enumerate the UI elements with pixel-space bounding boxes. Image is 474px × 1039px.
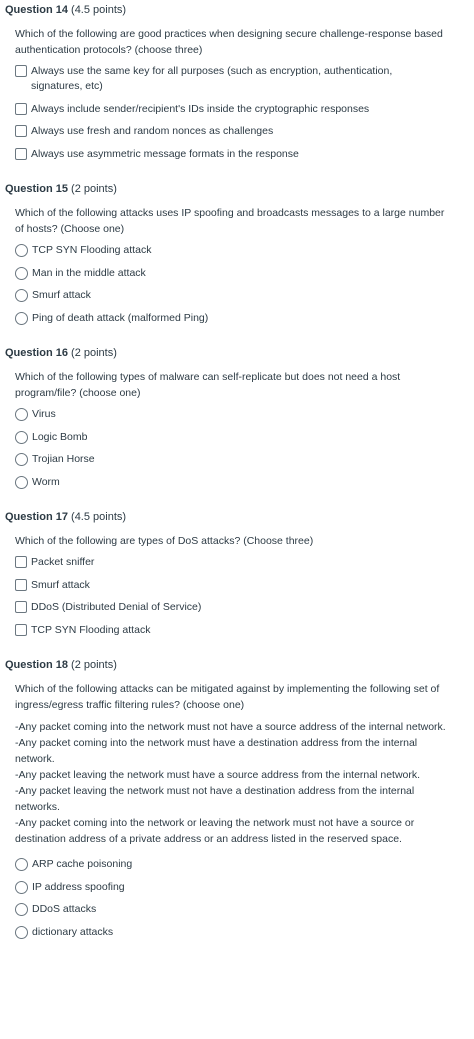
answer-option[interactable] <box>15 124 446 139</box>
radio-button[interactable] <box>15 408 28 421</box>
filter-rule: -Any packet leaving the network must have a source address from the internal network. <box>15 769 421 781</box>
answer-label: Packet sniffer <box>31 556 95 568</box>
checkbox[interactable] <box>15 556 27 568</box>
question-points: (2 points) <box>71 659 117 671</box>
checkbox[interactable] <box>15 65 27 77</box>
answer-label: Logic Bomb <box>32 430 88 443</box>
question-header <box>5 658 474 672</box>
question-16 <box>5 346 474 490</box>
answer-list <box>15 243 446 326</box>
checkbox[interactable] <box>15 125 27 137</box>
question-text: Which of the following attacks can be mitigated against by implementing the following set of ingress/egress traffic filtering rules? (choose one) <box>15 683 440 711</box>
question-text: Which of the following are good practices when designing secure challenge-response based authentication protocols? (choose three) <box>15 28 443 56</box>
question-header <box>5 182 474 196</box>
radio-button[interactable] <box>15 476 28 489</box>
answer-label: TCP SYN Flooding attack <box>32 244 152 256</box>
question-14 <box>5 3 474 162</box>
answer-option[interactable] <box>15 147 446 162</box>
answer-label: Smurf attack <box>31 578 90 591</box>
question-title: Question 16 <box>5 347 68 359</box>
question-title: Question 18 <box>5 659 68 671</box>
answer-label: Always use fresh and random nonces as challenges <box>31 125 274 137</box>
question-text: Which of the following types of malware can self-replicate but does not need a host program/file? (choose one) <box>15 371 401 399</box>
answer-option[interactable] <box>15 555 446 570</box>
question-header <box>5 510 474 524</box>
answer-option[interactable] <box>15 600 446 615</box>
question-text: Which of the following are types of DoS attacks? (Choose three) <box>15 535 314 547</box>
answer-label: Always use the same key for all purposes (such as encryption, authentication, signatures, etc) <box>31 65 393 92</box>
answer-option[interactable] <box>15 857 446 872</box>
question-points: (2 points) <box>71 183 117 195</box>
answer-list <box>15 857 446 940</box>
answer-option[interactable] <box>15 102 446 117</box>
answer-option[interactable] <box>15 288 446 303</box>
question-title: Question 15 <box>5 183 68 195</box>
filter-rule: -Any packet coming into the network or leaving the network must not have a source or destination address of a private address or an address listed in the reserved space. <box>15 817 415 845</box>
answer-label: IP address spoofing <box>32 880 125 893</box>
answer-option[interactable] <box>15 578 446 593</box>
answer-label: Always include sender/recipient's IDs inside the cryptographic responses <box>31 102 370 115</box>
checkbox[interactable] <box>15 148 27 160</box>
answer-list <box>15 64 446 162</box>
radio-button[interactable] <box>15 289 28 302</box>
question-points: (4.5 points) <box>71 511 127 523</box>
answer-option[interactable] <box>15 243 446 258</box>
radio-button[interactable] <box>15 881 28 894</box>
question-18 <box>5 658 474 940</box>
answer-option[interactable] <box>15 902 446 917</box>
question-points: (2 points) <box>71 347 117 359</box>
question-title: Question 14 <box>5 4 68 16</box>
question-header <box>5 346 474 360</box>
answer-label: Trojian Horse <box>32 453 95 465</box>
question-header <box>5 3 474 17</box>
filter-rule: -Any packet coming into the network must have a destination address from the internal network. <box>15 737 418 765</box>
radio-button[interactable] <box>15 244 28 257</box>
filter-rule: -Any packet leaving the network must not have a destination address from the internal networks. <box>15 785 415 813</box>
answer-option[interactable] <box>15 880 446 895</box>
answer-label: Always use asymmetric message formats in the response <box>31 147 299 160</box>
question-body <box>5 681 474 940</box>
answer-label: dictionary attacks <box>32 925 114 938</box>
radio-button[interactable] <box>15 858 28 871</box>
question-17 <box>5 510 474 638</box>
answer-option[interactable] <box>15 266 446 281</box>
question-body <box>5 26 474 162</box>
checkbox[interactable] <box>15 103 27 115</box>
answer-label: DDoS attacks <box>32 903 97 915</box>
answer-label: Man in the middle attack <box>32 266 146 279</box>
answer-option[interactable] <box>15 311 446 326</box>
answer-option[interactable] <box>15 407 446 422</box>
answer-label: Ping of death attack (malformed Ping) <box>32 311 209 324</box>
answer-option[interactable] <box>15 623 446 638</box>
question-body <box>5 205 474 326</box>
filter-rules <box>15 719 446 847</box>
question-15 <box>5 182 474 326</box>
radio-button[interactable] <box>15 926 28 939</box>
filter-rule: -Any packet coming into the network must not have a source address of the internal network. <box>15 721 446 733</box>
answer-label: Virus <box>32 408 56 420</box>
checkbox[interactable] <box>15 601 27 613</box>
radio-button[interactable] <box>15 903 28 916</box>
question-points: (4.5 points) <box>71 4 127 16</box>
answer-label: Worm <box>32 475 60 488</box>
question-title: Question 17 <box>5 511 68 523</box>
answer-option[interactable] <box>15 430 446 445</box>
radio-button[interactable] <box>15 453 28 466</box>
radio-button[interactable] <box>15 431 28 444</box>
answer-label: ARP cache poisoning <box>32 858 133 870</box>
question-body <box>5 369 474 490</box>
checkbox[interactable] <box>15 579 27 591</box>
answer-label: DDoS (Distributed Denial of Service) <box>31 601 202 613</box>
answer-label: Smurf attack <box>32 289 91 301</box>
checkbox[interactable] <box>15 624 27 636</box>
question-text: Which of the following attacks uses IP spoofing and broadcasts messages to a large number of hosts? (Choose one) <box>15 207 445 235</box>
answer-label: TCP SYN Flooding attack <box>31 623 151 636</box>
question-body <box>5 533 474 638</box>
answer-option[interactable] <box>15 925 446 940</box>
answer-list <box>15 555 446 638</box>
answer-option[interactable] <box>15 64 446 94</box>
radio-button[interactable] <box>15 312 28 325</box>
radio-button[interactable] <box>15 267 28 280</box>
answer-list <box>15 407 446 490</box>
answer-option[interactable] <box>15 452 446 467</box>
answer-option[interactable] <box>15 475 446 490</box>
